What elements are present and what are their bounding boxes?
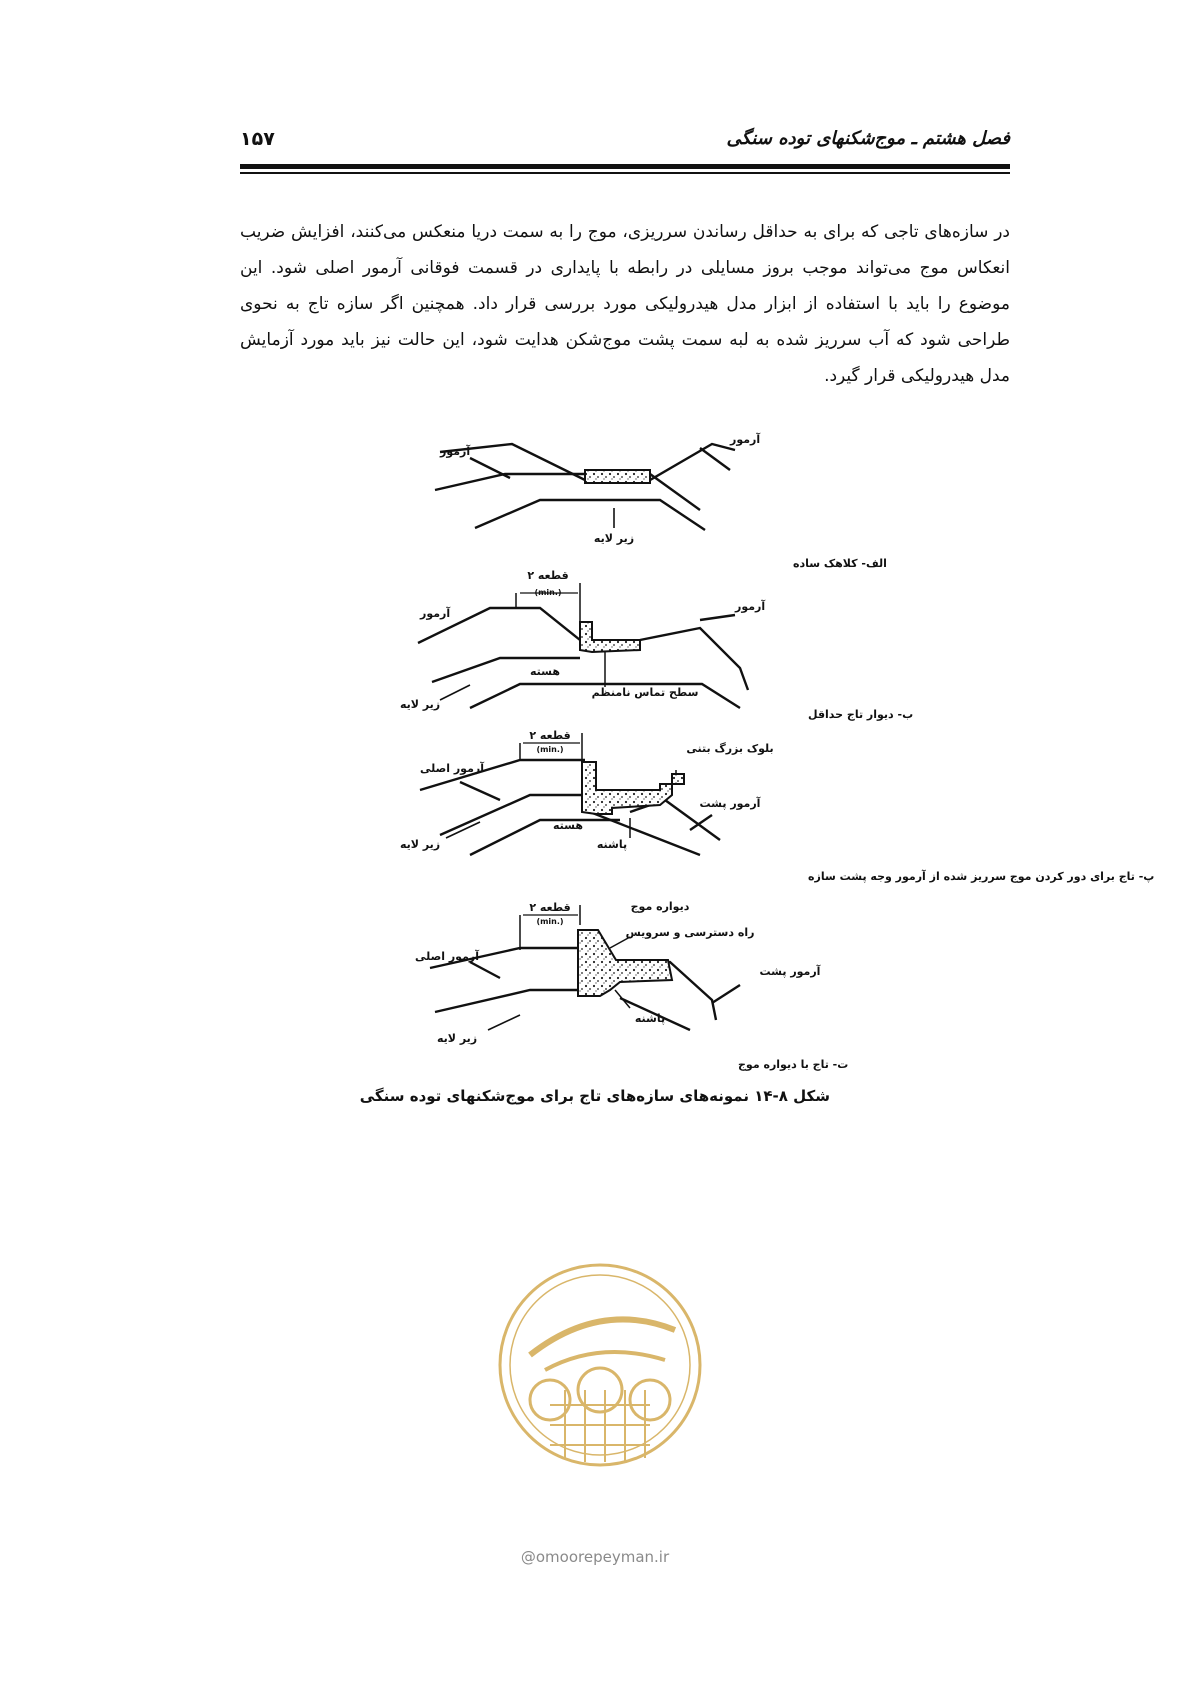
panel-b-label-width: ۲ قطعه — [527, 569, 569, 582]
figure-caption: شکل ۸-۱۴ نمونه‌های سازه‌های تاج برای موج‌شکنهای توده سنگی — [359, 1087, 830, 1105]
panel-a-underlayer-line-2 — [475, 500, 705, 530]
panel-a-caption: الف- کلاهک ساده — [793, 557, 887, 570]
panel-d-label-underlayer: زیر لایه — [437, 1032, 478, 1045]
omoorepeyman-seal-logo — [490, 1240, 710, 1490]
panel-d-label-min: (min.) — [536, 917, 564, 926]
panel-b-label-underlayer: زیر لایه — [400, 698, 441, 711]
seal-script-stroke-1 — [530, 1319, 675, 1355]
panel-d-underlayer-arrow — [488, 1015, 520, 1030]
panel-d-caption: ت- تاج با دیواره موج — [738, 1058, 849, 1071]
panel-d-label-width: ۲ قطعه — [529, 901, 571, 914]
panel-b-underlayer-arrow — [440, 685, 470, 700]
panel-b-label-contact: سطح تماس نامنظم — [591, 686, 699, 699]
panel-b-rear-armor-line — [640, 628, 748, 690]
panel-d-label-heel: پاشنه — [634, 1012, 666, 1025]
panel-a-underlayer-line-1 — [435, 474, 700, 510]
panel-b-label-armor-right: آرمور — [735, 600, 766, 613]
panel-a-concrete-cap — [585, 470, 650, 483]
seal-outer-ring — [500, 1265, 700, 1465]
panel-a-armor-right-leader — [700, 448, 730, 470]
watermark-url: @omoorepeyman.ir — [520, 1548, 670, 1566]
chapter-title: فصل هشتم ـ موج‌شکنهای توده سنگی — [726, 128, 1010, 149]
panel-c-label-min: (min.) — [536, 745, 564, 754]
panel-c-crest-concrete — [582, 762, 672, 814]
panel-c-label-rear-armor: آرمور پشت — [699, 797, 761, 810]
panel-d-label-rear-armor: آرمور پشت — [759, 965, 821, 978]
panel-b-rear-armor-leader — [700, 615, 735, 620]
panel-a-label-underlayer: زیر لایه — [593, 532, 635, 545]
body-paragraph: در سازه‌های تاجی که برای به حداقل رساندن سرریزی، موج را به سمت دریا منعکس می‌کنند، افزایش ضریب انعکاس موج می‌تواند موجب بروز مسایلی در رابطه با پایداری در قسمت فوقانی آرمور اصلی شود. این موضوع را باید با استفاده از ابزار مدل هیدرولیکی مورد بررسی قرار داد. همچنین اگر سازه تاج به نحوی طراحی شود که آب سرریز شده به لبه سمت پشت موج‌شکن هدایت شود، این حالت نیز باید مورد آزمایش مدل هیدرولیکی قرار گیرد. — [240, 222, 1010, 386]
panel-b-caption: ب- دیوار تاج حداقل — [808, 708, 914, 721]
seal-gear-right — [630, 1380, 670, 1420]
panel-d-label-access-road: راه دسترسی و سرویس — [625, 926, 755, 939]
panel-d-rear-armor-leader — [712, 985, 740, 1003]
panel-c-crest-deflecting — [420, 733, 720, 855]
panel-b-label-core: هسته — [530, 665, 560, 678]
panel-a-armor-left-leader — [470, 458, 510, 478]
panel-c-label-underlayer: زیر لایه — [400, 838, 441, 851]
page-number: ۱۵۷ — [240, 128, 275, 150]
panel-a-label-armor-left: آرمور — [440, 445, 471, 458]
panel-b-crest-wall-concrete — [580, 622, 640, 652]
panel-d-heel-leader — [615, 990, 630, 1008]
panel-c-rear-armor-leader — [690, 815, 712, 830]
panel-d-label-main-armor: آرمور اصلی — [415, 950, 479, 963]
seal-inner-ring — [510, 1275, 690, 1455]
panel-d-main-armor-leader — [470, 962, 500, 978]
panel-a-simple-cap — [435, 444, 735, 530]
panel-a-label-armor-right: آرمور — [730, 433, 761, 446]
panel-d-core-line — [435, 990, 578, 1012]
panel-c-label-heel: پاشنه — [596, 838, 628, 851]
panel-c-label-width: ۲ قطعه — [529, 729, 571, 742]
panel-c-caption: پ- تاج برای دور کردن موج سرریز شده از آرمور وجه پشت سازه — [808, 870, 1155, 883]
panel-c-label-main-armor: آرمور اصلی — [420, 762, 484, 775]
panel-c-label-core: هسته — [553, 819, 583, 832]
panel-d-label-wave-wall: دیواره موج — [630, 900, 690, 913]
panel-c-main-armor-leader — [460, 782, 500, 800]
panel-c-concrete-block — [672, 774, 684, 784]
panel-c-label-concrete-block: بلوک بزرگ بتنی — [686, 742, 774, 755]
panel-b-label-min: (min.) — [534, 588, 562, 597]
panel-b-label-armor-left: آرمور — [420, 607, 451, 620]
